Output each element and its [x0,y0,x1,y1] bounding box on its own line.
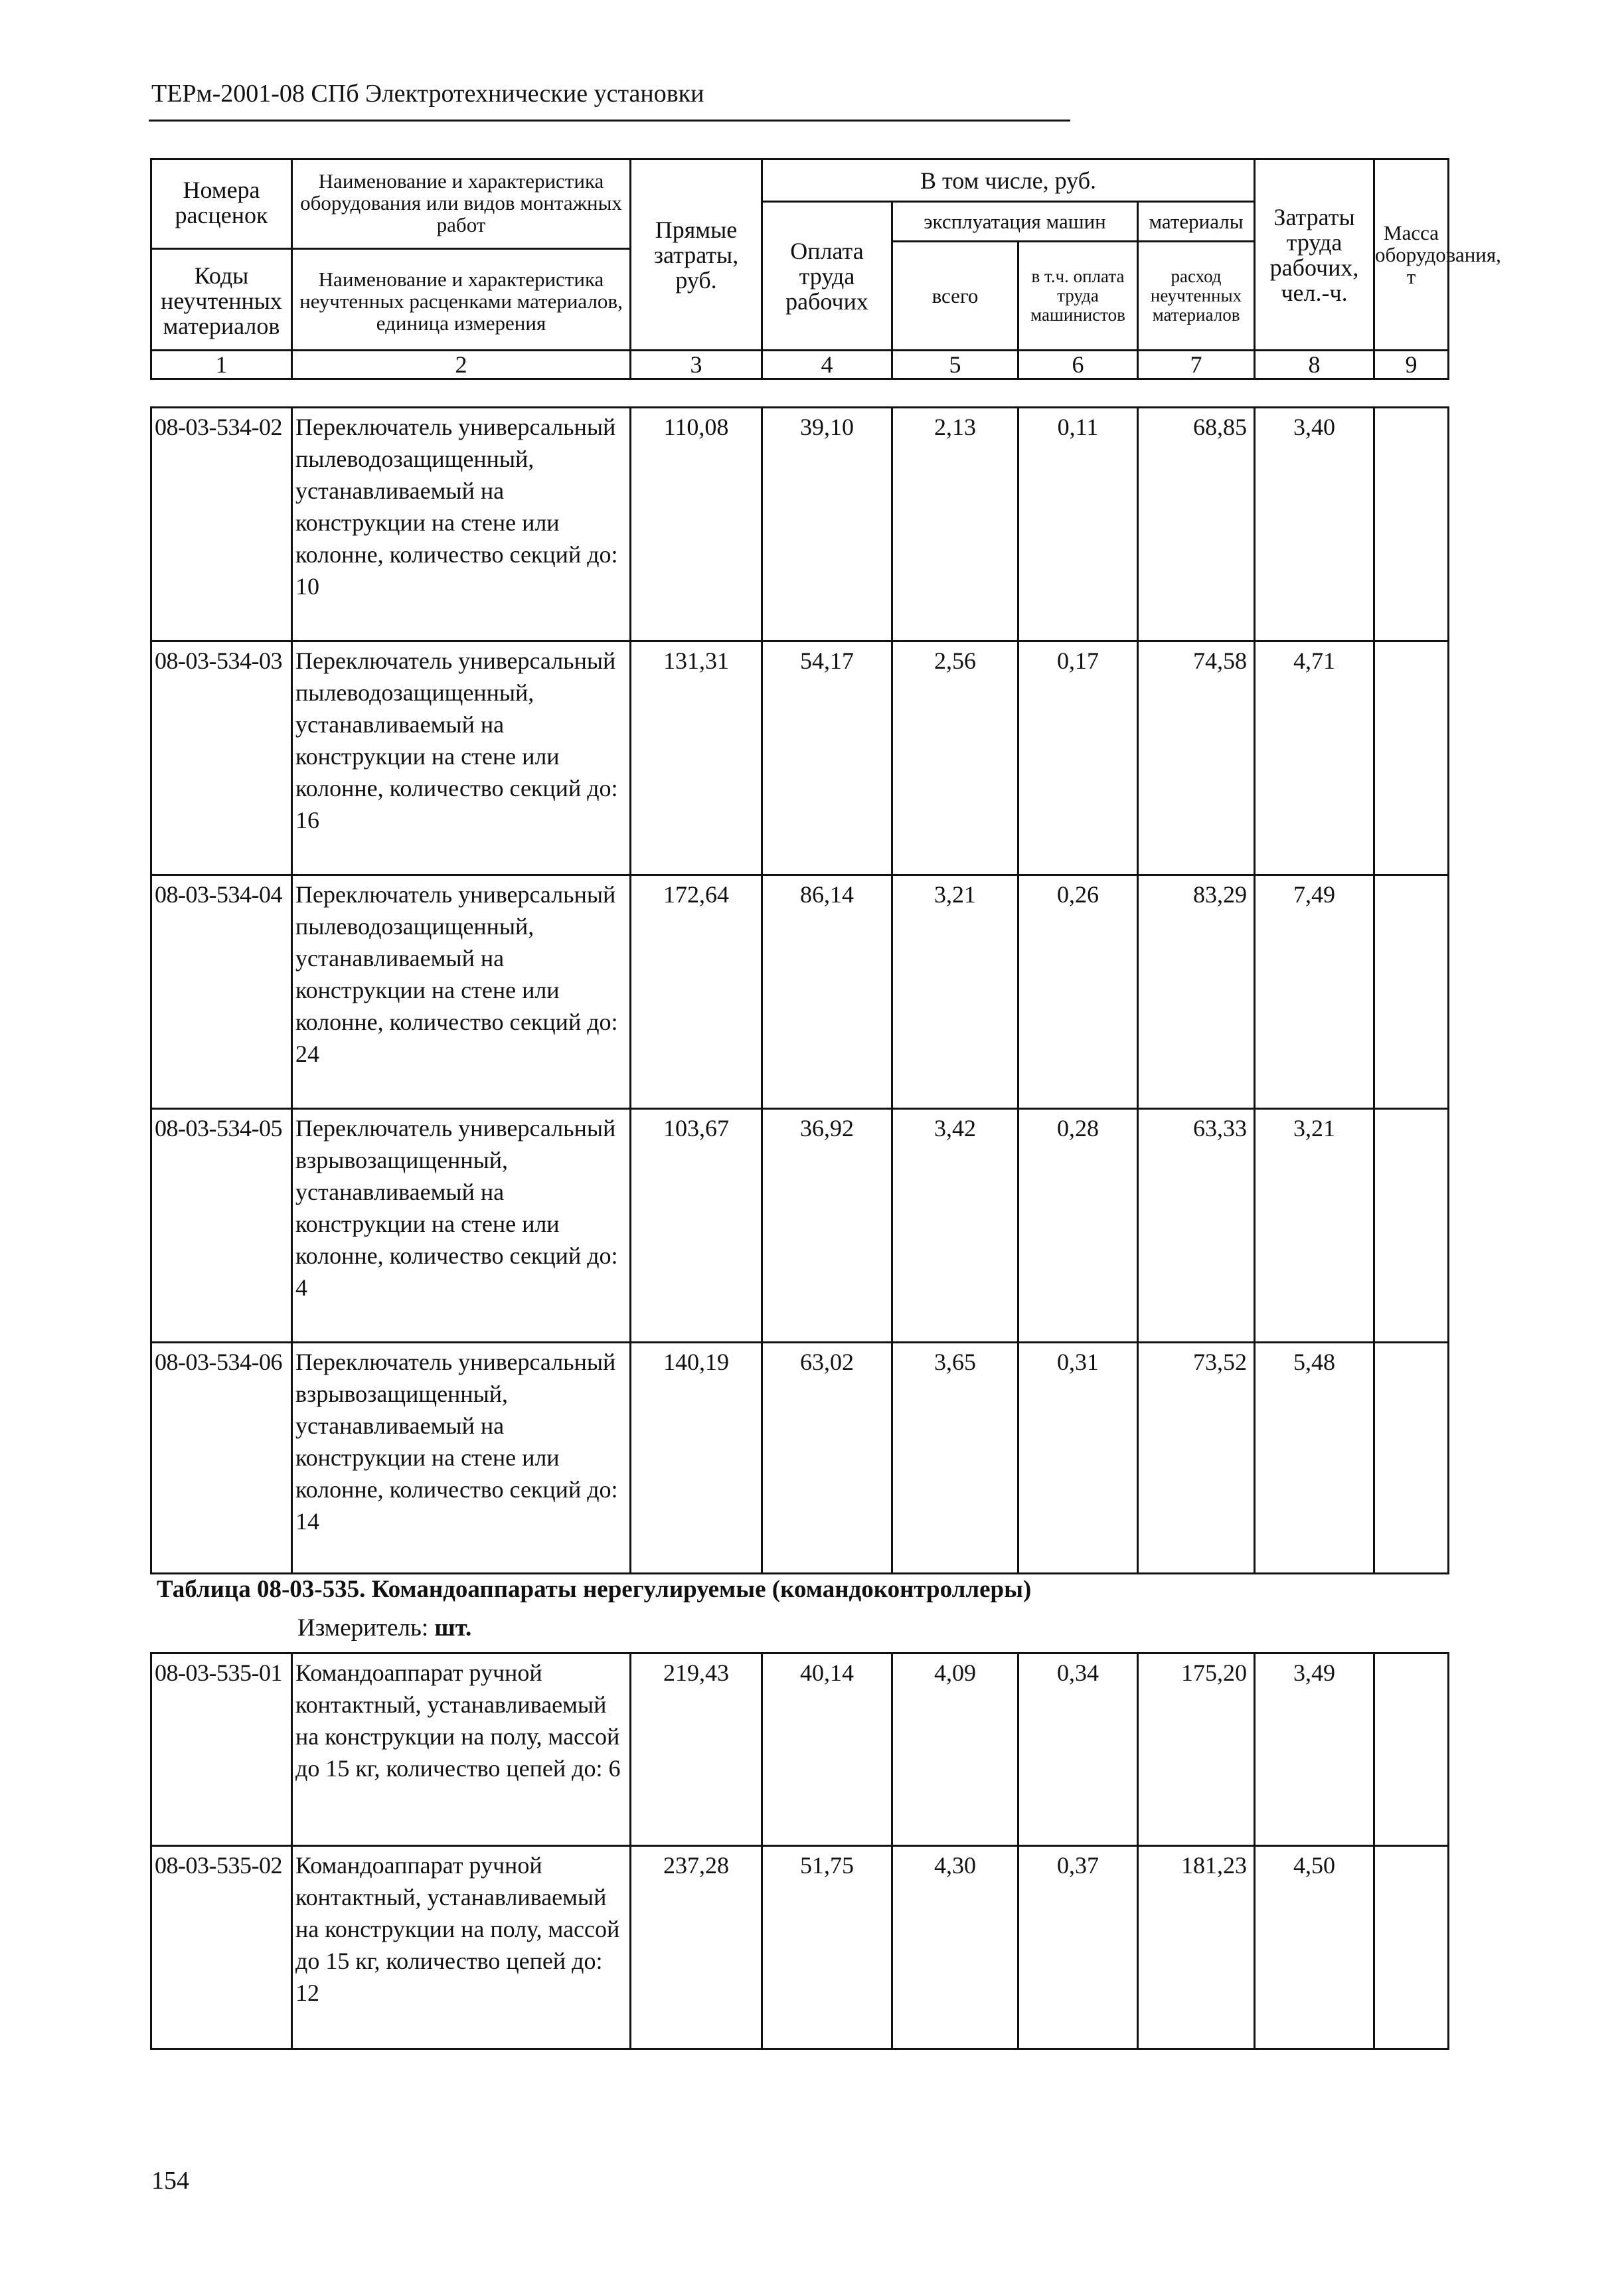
header-number: 8 [1255,351,1374,379]
labor-hours: 5,48 [1255,1343,1374,1574]
header-name-cell [292,159,631,351]
machinists-wages: 0,34 [1018,1653,1138,1846]
header-machines-label: эксплуатация машин [892,202,1138,242]
rate-name: Командоаппарат ручной контактный, устанавливаемый на конструкции на полу, массой до 15 кг, количество цепей до: 6 [292,1653,631,1846]
header-table [150,158,1501,380]
worker-wages: 51,75 [762,1846,892,2049]
header-number: 7 [1138,351,1255,379]
machinists-wages: 0,28 [1018,1109,1138,1343]
direct-costs: 172,64 [631,875,762,1109]
equipment-mass [1374,875,1449,1109]
worker-wages: 54,17 [762,641,892,875]
header-codes-cell [151,159,292,351]
rate-name: Переключатель универсальный взрывозащищенный, устанавливаемый на конструкции на стене или колонне, количество секций до: 4 [292,1109,631,1343]
machines-total: 3,21 [892,875,1018,1109]
labor-hours: 4,71 [1255,641,1374,875]
table-row [151,1109,1449,1343]
header-equipment-mass: Масса оборудования, т [1374,159,1449,351]
rate-name: Командоаппарат ручной контактный, устанавливаемый на конструкции на полу, массой до 15 кг, количество цепей до: 12 [292,1846,631,2049]
rate-name: Переключатель универсальный пылеводозащищенный, устанавливаемый на конструкции на стене или колонне, количество секций до: 24 [292,875,631,1109]
materials-costs: 74,58 [1138,641,1255,875]
labor-hours: 7,49 [1255,875,1374,1109]
title-rule [149,120,1070,122]
machinists-wages: 0,17 [1018,641,1138,875]
page-number: 154 [151,2167,189,2195]
header-labor-costs: Затраты труда рабочих, чел.-ч. [1255,159,1374,351]
worker-wages: 36,92 [762,1109,892,1343]
measure-value: шт. [434,1614,472,1642]
table-row [151,1343,1449,1574]
header-number: 3 [631,351,762,379]
rate-code: 08-03-534-05 [151,1109,292,1343]
equipment-mass [1374,1343,1449,1574]
direct-costs: 131,31 [631,641,762,875]
header-direct-costs: Прямые затраты, руб. [631,159,762,351]
direct-costs: 110,08 [631,408,762,641]
rate-code: 08-03-534-03 [151,641,292,875]
rate-name: Переключатель универсальный пылеводозащищенный, устанавливаемый на конструкции на стене или колонне, количество секций до: 16 [292,641,631,875]
rate-code: 08-03-535-01 [151,1653,292,1846]
header-group-label: В том числе, руб. [762,159,1255,202]
header-number: 4 [762,351,892,379]
header-work-description: Наименование и характеристика оборудования или видов монтажных работ [293,160,629,250]
header-number: 5 [892,351,1018,379]
header-numbers-row [151,351,1449,379]
worker-wages: 40,14 [762,1653,892,1846]
equipment-mass [1374,1846,1449,2049]
machines-total: 4,09 [892,1653,1018,1846]
labor-hours: 3,21 [1255,1109,1374,1343]
rate-code: 08-03-534-02 [151,408,292,641]
header-machinists-wages: в т.ч. оплата труда машинистов [1018,242,1138,351]
rate-code: 08-03-534-04 [151,875,292,1109]
direct-costs: 237,28 [631,1846,762,2049]
table-row [151,641,1449,875]
machinists-wages: 0,37 [1018,1846,1138,2049]
header-machines-total: всего [892,242,1018,351]
measure-label: Измеритель: [297,1614,429,1642]
materials-costs: 63,33 [1138,1109,1255,1343]
machines-total: 4,30 [892,1846,1018,2049]
machinists-wages: 0,11 [1018,408,1138,641]
header-number: 6 [1018,351,1138,379]
direct-costs: 219,43 [631,1653,762,1846]
table-row [151,408,1449,641]
direct-costs: 140,19 [631,1343,762,1574]
equipment-mass [1374,1653,1449,1846]
machines-total: 2,13 [892,408,1018,641]
rate-code: 08-03-535-02 [151,1846,292,2049]
header-worker-wages: Оплата труда рабочих [762,202,892,351]
measure-line [297,1614,471,1642]
materials-costs: 83,29 [1138,875,1255,1109]
header-number: 1 [151,351,292,379]
rate-name: Переключатель универсальный взрывозащищенный, устанавливаемый на конструкции на стене или колонне, количество секций до: 14 [292,1343,631,1574]
materials-costs: 181,23 [1138,1846,1255,2049]
rates-table-534 [150,406,1449,1574]
table-row [151,1653,1449,1846]
header-material-description: Наименование и характеристика неучтенных расценками материалов, единица измерения [299,267,623,335]
header-materials-consumption: расход неучтенных материалов [1138,242,1255,351]
rate-code: 08-03-534-06 [151,1343,292,1574]
machinists-wages: 0,31 [1018,1343,1138,1574]
machines-total: 3,42 [892,1109,1018,1343]
materials-costs: 73,52 [1138,1343,1255,1574]
machinists-wages: 0,26 [1018,875,1138,1109]
machines-total: 3,65 [892,1343,1018,1574]
materials-costs: 175,20 [1138,1653,1255,1846]
header-materials-label: материалы [1138,202,1255,242]
equipment-mass [1374,408,1449,641]
worker-wages: 63,02 [762,1343,892,1574]
direct-costs: 103,67 [631,1109,762,1343]
table-row [151,875,1449,1109]
header-number: 9 [1374,351,1449,379]
document-title: ТЕРм-2001-08 СПб Электротехнические установки [151,80,704,108]
header-material-codes: Коды неучтенных материалов [161,262,282,339]
machines-total: 2,56 [892,641,1018,875]
labor-hours: 3,49 [1255,1653,1374,1846]
table-caption: Таблица 08-03-535. Командоаппараты нерегулируемые (командоконтроллеры) [157,1576,1032,1603]
worker-wages: 86,14 [762,875,892,1109]
header-rate-numbers: Номера расценок [152,160,291,250]
worker-wages: 39,10 [762,408,892,641]
labor-hours: 4,50 [1255,1846,1374,2049]
rates-table-535 [150,1652,1449,2050]
header-number: 2 [292,351,631,379]
labor-hours: 3,40 [1255,408,1374,641]
equipment-mass [1374,641,1449,875]
table-row [151,1846,1449,2049]
rate-name: Переключатель универсальный пылеводозащищенный, устанавливаемый на конструкции на стене или колонне, количество секций до: 10 [292,408,631,641]
equipment-mass [1374,1109,1449,1343]
materials-costs: 68,85 [1138,408,1255,641]
